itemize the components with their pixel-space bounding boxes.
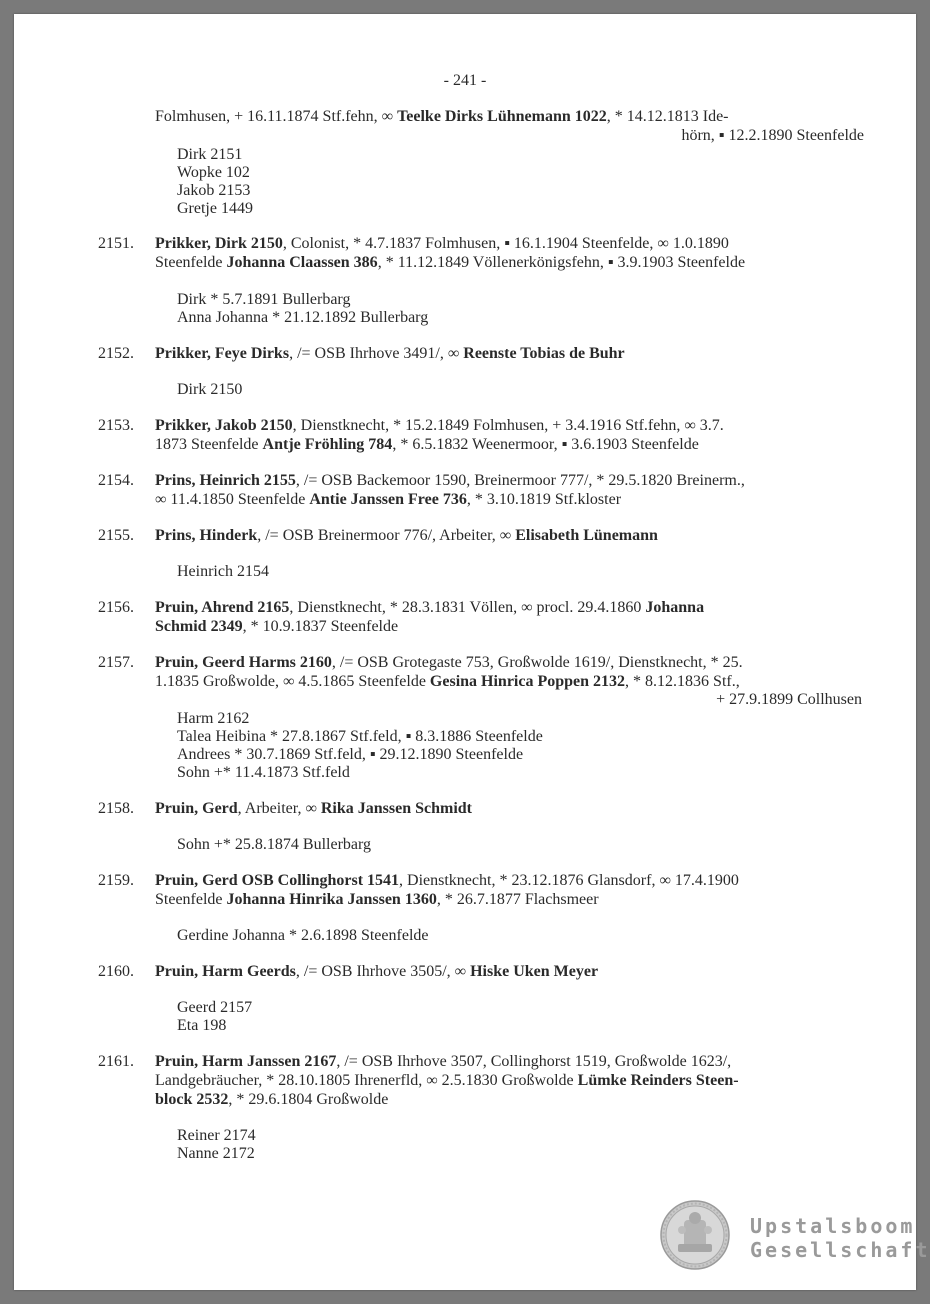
seal-icon bbox=[660, 1200, 730, 1270]
entry-number: 2157. bbox=[98, 654, 134, 671]
entry-2157-line-3: + 27.9.1899 Collhusen bbox=[716, 691, 862, 708]
entry-2159-line-2: Steenfelde Johanna Hinrika Janssen 1360, * 26.7.1877 Flachsmeer bbox=[155, 891, 599, 908]
entry-number: 2159. bbox=[98, 872, 134, 889]
logo-line-2: Gesellschaft bbox=[750, 1238, 930, 1262]
entry-number: 2153. bbox=[98, 417, 134, 434]
entry-number: 2158. bbox=[98, 800, 134, 817]
entry-number: 2154. bbox=[98, 472, 134, 489]
intro-line-1: Folmhusen, + 16.11.1874 Stf.fehn, ∞ Teelke Dirks Lühnemann 1022, * 14.12.1813 Ide- bbox=[155, 108, 729, 125]
intro-child: Gretje 1449 bbox=[177, 200, 253, 217]
child-entry: Harm 2162 bbox=[177, 710, 250, 727]
child-entry: Gerdine Johanna * 2.6.1898 Steenfelde bbox=[177, 927, 429, 944]
entry-number: 2152. bbox=[98, 345, 134, 362]
intro-child: Jakob 2153 bbox=[177, 182, 251, 199]
entry-2158-line-1: Pruin, Gerd, Arbeiter, ∞ Rika Janssen Schmidt bbox=[155, 800, 473, 817]
child-entry: Heinrich 2154 bbox=[177, 563, 269, 580]
entry-2151-line-2: Steenfelde Johanna Claassen 386, * 11.12.1849 Völlenerkönigsfehn, ▪ 3.9.1903 Steenfelde bbox=[155, 254, 746, 271]
child-entry: Andrees * 30.7.1869 Stf.feld, ▪ 29.12.1890 Steenfelde bbox=[177, 746, 524, 763]
entry-2157-line-2: 1.1835 Großwolde, ∞ 4.5.1865 Steenfelde Gesina Hinrica Poppen 2132, * 8.12.1836 Stf., bbox=[155, 673, 740, 690]
entry-2161-line-1: Pruin, Harm Janssen 2167, /= OSB Ihrhove 3507, Collinghorst 1519, Großwolde 1623/, bbox=[155, 1053, 732, 1070]
child-entry: Nanne 2172 bbox=[177, 1145, 255, 1162]
intro-child: Dirk 2151 bbox=[177, 146, 243, 163]
entry-2155-line-1: Prins, Hinderk, /= OSB Breinermoor 776/, Arbeiter, ∞ Elisabeth Lünemann bbox=[155, 527, 658, 544]
entry-number: 2155. bbox=[98, 527, 134, 544]
child-entry: Anna Johanna * 21.12.1892 Bullerbarg bbox=[177, 309, 429, 326]
child-entry: Dirk * 5.7.1891 Bullerbarg bbox=[177, 291, 351, 308]
document-page bbox=[14, 14, 930, 1290]
child-entry: Sohn +* 11.4.1873 Stf.feld bbox=[177, 764, 350, 781]
entry-number: 2151. bbox=[98, 235, 134, 252]
entry-2157-line-1: Pruin, Geerd Harms 2160, /= OSB Grotegaste 753, Großwolde 1619/, Dienstknecht, * 25. bbox=[155, 654, 743, 671]
entry-2152-line-1: Prikker, Feye Dirks, /= OSB Ihrhove 3491/, ∞ Reenste Tobias de Buhr bbox=[155, 345, 625, 362]
entry-2161-line-2: Landgebräucher, * 28.10.1805 Ihrenerfld, ∞ 2.5.1830 Großwolde Lümke Reinders Steen- bbox=[155, 1072, 739, 1089]
entry-number: 2160. bbox=[98, 963, 134, 980]
entry-2156-line-2: Schmid 2349, * 10.9.1837 Steenfelde bbox=[155, 618, 399, 635]
child-entry: Geerd 2157 bbox=[177, 999, 253, 1016]
entry-number: 2161. bbox=[98, 1053, 134, 1070]
child-entry: Sohn +* 25.8.1874 Bullerbarg bbox=[177, 836, 372, 853]
child-entry: Reiner 2174 bbox=[177, 1127, 256, 1144]
entry-2160-line-1: Pruin, Harm Geerds, /= OSB Ihrhove 3505/, ∞ Hiske Uken Meyer bbox=[155, 963, 599, 980]
entry-2156-line-1: Pruin, Ahrend 2165, Dienstknecht, * 28.3.1831 Völlen, ∞ procl. 29.4.1860 Johanna bbox=[155, 599, 705, 616]
logo-wordmark bbox=[750, 1214, 930, 1262]
entry-2151-line-1: Prikker, Dirk 2150, Colonist, * 4.7.1837 Folmhusen, ▪ 16.1.1904 Steenfelde, ∞ 1.0.1890 bbox=[155, 235, 729, 252]
page-number: - 241 - bbox=[443, 72, 487, 89]
entry-2154-line-1: Prins, Heinrich 2155, /= OSB Backemoor 1590, Breinermoor 777/, * 29.5.1820 Breinerm., bbox=[155, 472, 745, 489]
entry-2161-line-3: block 2532, * 29.6.1804 Großwolde bbox=[155, 1091, 389, 1108]
entry-number: 2156. bbox=[98, 599, 134, 616]
intro-line-2: hörn, ▪ 12.2.1890 Steenfelde bbox=[681, 127, 864, 144]
child-entry: Talea Heibina * 27.8.1867 Stf.feld, ▪ 8.3.1886 Steenfelde bbox=[177, 728, 543, 745]
entry-2159-line-1: Pruin, Gerd OSB Collinghorst 1541, Dienstknecht, * 23.12.1876 Glansdorf, ∞ 17.4.1900 bbox=[155, 872, 739, 889]
entry-2153-line-1: Prikker, Jakob 2150, Dienstknecht, * 15.2.1849 Folmhusen, + 3.4.1916 Stf.fehn, ∞ 3.7. bbox=[155, 417, 724, 434]
logo-line-1: Upstalsboom bbox=[750, 1214, 916, 1238]
entry-2154-line-2: ∞ 11.4.1850 Steenfelde Antie Janssen Free 736, * 3.10.1819 Stf.kloster bbox=[155, 491, 622, 508]
child-entry: Dirk 2150 bbox=[177, 381, 243, 398]
intro-child: Wopke 102 bbox=[177, 164, 250, 181]
entry-2153-line-2: 1873 Steenfelde Antje Fröhling 784, * 6.5.1832 Weenermoor, ▪ 3.6.1903 Steenfelde bbox=[155, 436, 699, 453]
child-entry: Eta 198 bbox=[177, 1017, 227, 1034]
